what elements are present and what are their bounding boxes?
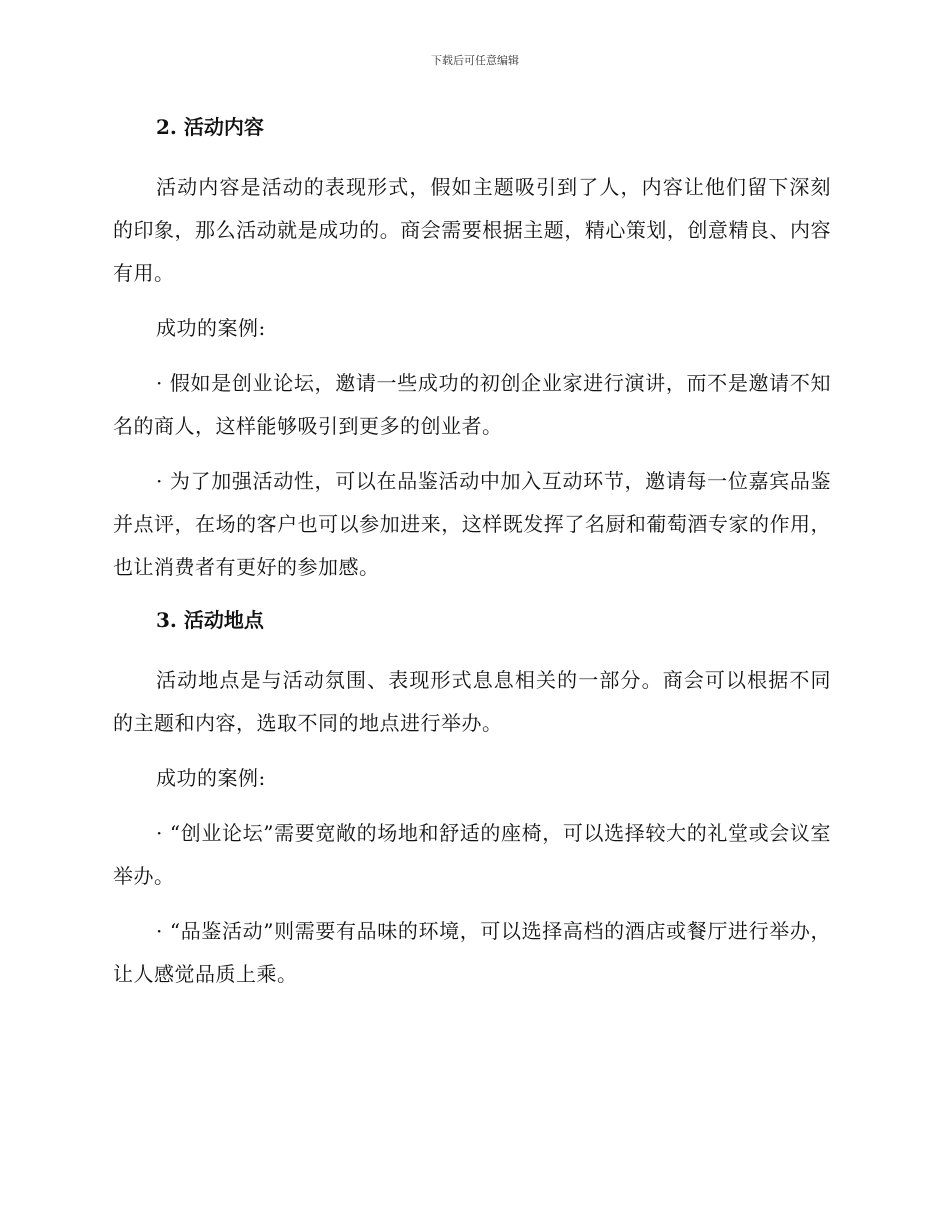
paragraph: 活动地点是与活动氛围、表现形式息息相关的一部分。商会可以根据不同的主题和内容，选取不同的地点进行举办。 bbox=[113, 668, 831, 735]
paragraph: 成功的案例: bbox=[156, 316, 266, 340]
bullet-paragraph: · 假如是创业论坛，邀请一些成功的初创企业家进行演讲，而不是邀请不知名的商人，这样能够吸引到更多的创业者。 bbox=[113, 371, 831, 438]
bullet-paragraph: · 为了加强活动性，可以在品鉴活动中加入互动环节，邀请每一位嘉宾品鉴并点评，在场的客户也可以参加进来，这样既发挥了名厨和葡萄酒专家的作用， 也让消费者有更好的参加感。 bbox=[113, 469, 831, 579]
section-heading: 2. 活动内容 bbox=[156, 115, 264, 139]
section-heading: 3. 活动地点 bbox=[156, 608, 264, 632]
document-body bbox=[113, 110, 831, 996]
paragraph: 成功的案例: bbox=[156, 766, 266, 790]
paragraph: 活动内容是活动的表现形式，假如主题吸引到了人，内容让他们留下深刻的印象，那么活动就是成功的。商会需要根据主题，精心策划，创意精良、内容有用。 bbox=[113, 175, 831, 285]
bullet-paragraph: · “创业论坛”需要宽敞的场地和舒适的座椅，可以选择较大的礼堂或会议室举办。 bbox=[113, 821, 831, 888]
page-header-note: 下载后可任意编辑 bbox=[431, 54, 519, 67]
bullet-paragraph: · “品鉴活动”则需要有品味的环境，可以选择高档的酒店或餐厅进行举办，让人感觉品质上乘。 bbox=[113, 919, 831, 986]
